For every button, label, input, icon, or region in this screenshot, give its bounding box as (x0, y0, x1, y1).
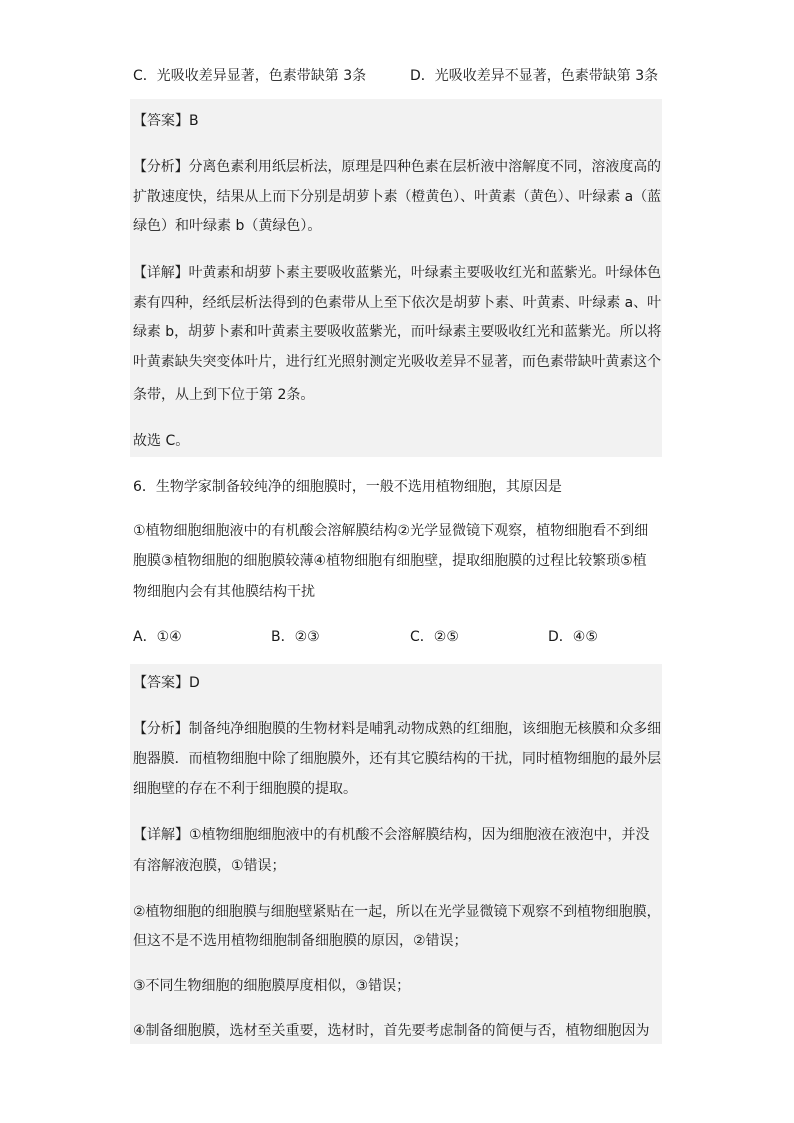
q5-option-d: D．光吸收差异不显著，色素带缺第 3条 (410, 68, 659, 84)
q5-detail-line: 叶黄素缺失突变体叶片，进行红光照射测定光吸收差异不显著，而色素带缺叶黄素这个 (133, 354, 662, 370)
q5-detail-line: 条带，从上到下位于第 2条。 (133, 387, 315, 403)
q6-analysis-line: 细胞壁的存在不利于细胞膜的提取。 (133, 781, 357, 797)
q5-detail-line: 【详解】叶黄素和胡萝卜素主要吸收蓝紫光，叶绿素主要吸收红光和蓝紫光。叶绿体色 (133, 265, 662, 281)
q6-statement-line: 胞膜③植物细胞的细胞膜较薄④植物细胞有细胞壁，提取细胞膜的过程比较繁琐⑤植 (133, 553, 647, 569)
q5-analysis-line: 扩散速度快，结果从上而下分别是胡萝卜素（橙黄色）、叶黄素（黄色）、叶绿素 a（蓝 (133, 189, 662, 205)
q5-analysis-line: 绿色）和叶绿素 b（黄绿色）。 (133, 218, 322, 234)
q6-answer: 【答案】D (133, 675, 200, 691)
q6-option-d: D．④⑤ (548, 629, 598, 645)
q5-conclusion: 故选 C。 (133, 433, 190, 449)
q6-detail-line: ②植物细胞的细胞膜与细胞壁紧贴在一起，所以在光学显微镜下观察不到植物细胞膜， (133, 904, 661, 920)
q6-question-stem: 6．生物学家制备较纯净的细胞膜时，一般不选用植物细胞，其原因是 (133, 479, 562, 495)
q6-analysis-line: 胞器膜．而植物细胞中除了细胞膜外，还有其它膜结构的干扰，同时植物细胞的最外层 (133, 751, 662, 767)
q5-detail-line: 素有四种，经纸层析法得到的色素带从上至下依次是胡萝卜素、叶黄素、叶绿素 a、叶 (133, 295, 662, 311)
q6-detail-line: ④制备细胞膜，选材至关重要，选材时，首先要考虑制备的简便与否，植物细胞因为 (133, 1023, 650, 1039)
q5-answer: 【答案】B (133, 113, 199, 129)
q6-analysis-line: 【分析】制备纯净细胞膜的生物材料是哺乳动物成熟的红细胞，该细胞无核膜和众多细 (133, 721, 662, 737)
q6-detail-line: 【详解】①植物细胞细胞液中的有机酸不会溶解膜结构，因为细胞液在液泡中，并没 (133, 827, 650, 843)
q6-statement-line: 物细胞内会有其他膜结构干扰 (133, 584, 315, 600)
q6-detail-line: 有溶解液泡膜，①错误； (133, 858, 286, 874)
q6-detail-line: 但这不是不选用植物细胞制备细胞膜的原因，②错误； (133, 933, 468, 949)
q6-option-a: A．①④ (133, 629, 182, 645)
q6-detail-line: ③不同生物细胞的细胞膜厚度相似，③错误； (133, 978, 411, 994)
q5-detail-line: 绿素 b，胡萝卜素和叶黄素主要吸收蓝紫光，而叶绿素主要吸收红光和蓝紫光。所以将 (133, 324, 662, 340)
q6-option-b: B．②③ (271, 629, 320, 645)
q5-option-c: C．光吸收差异显著，色素带缺第 3条 (133, 68, 367, 84)
q6-option-c: C．②⑤ (410, 629, 459, 645)
q5-analysis-line: 【分析】分离色素利用纸层析法，原理是四种色素在层析液中溶解度不同，溶液度高的 (133, 159, 662, 175)
q6-statement-line: ①植物细胞细胞液中的有机酸会溶解膜结构②光学显微镜下观察，植物细胞看不到细 (133, 523, 649, 539)
